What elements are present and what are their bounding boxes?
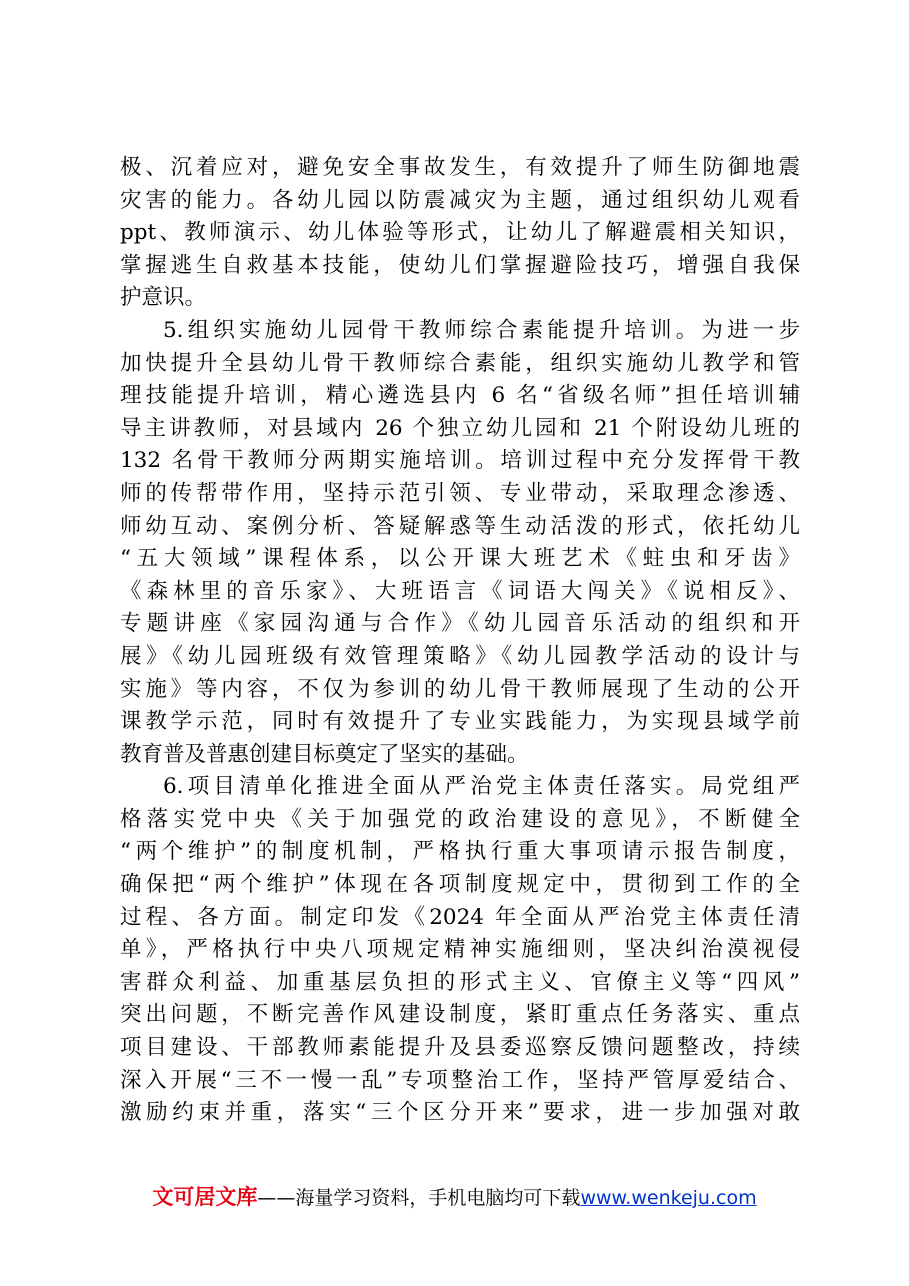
text-line: 灾害的能力。各幼儿园以防震减灾为主题，通过组织幼儿观看 [120,187,800,213]
text-line: 激励约束并重，落实“三个区分开来”要求，进一步加强对敢 [120,1100,800,1126]
text-line: 理技能提升培训，精心遴选县内 6 名“省级名师”担任培训辅 [120,383,800,409]
text-line: 深入开展“三不一慢一乱”专项整治工作，坚持严管厚爱结合、 [120,1067,800,1093]
text-line: 师的传帮带作用，坚持示范引领、专业带动，采取理念渗透、 [120,480,800,506]
text-line: 极、沉着应对，避免安全事故发生，有效提升了师生防御地震 [120,155,800,180]
text-line: 实施》等内容，不仅为参训的幼儿骨干教师展现了生动的公开 [120,676,800,702]
text-line: “五大领域”课程体系，以公开课大班艺术《蛀虫和牙齿》 [120,546,800,572]
text-line: 加快提升全县幼儿骨干教师综合素能，组织实施幼儿教学和管 [120,350,800,376]
text-line: 突出问题，不断完善作风建设制度，紧盯重点任务落实、重点 [120,1002,800,1028]
footer-site-link[interactable]: www.wenkeju.com [580,1187,757,1209]
text-line: 5.组织实施幼儿园骨干教师综合素能提升培训。为进一步 [163,317,800,343]
text-line: 《森林里的音乐家》、大班语言《词语大闯关》《说相反》、 [120,578,800,604]
text-line: 过程、各方面。制定印发《2024 年全面从严治党主体责任清 [120,904,800,930]
text-line: 展》《幼儿园班级有效管理策略》《幼儿园教学活动的设计与 [120,643,800,669]
text-line: 132 名骨干教师分两期实施培训。培训过程中充分发挥骨干教 [120,448,800,474]
text-line: “两个维护”的制度机制，严格执行重大事项请示报告制度， [120,839,800,865]
text-line: 护意识。 [120,285,207,311]
footer-brand: 文可居文库 [152,1185,258,1209]
text-line: 导主讲教师，对县域内 26 个独立幼儿园和 21 个附设幼儿班的 [120,415,800,441]
body-text [120,152,800,1130]
text-line: 格落实党中央《关于加强党的政治建设的意见》，不断健全 [120,806,800,832]
text-line: 教育普及普惠创建目标奠定了坚实的基础。 [120,741,529,767]
footer-banner [0,1183,909,1212]
footer-slogan: ——海量学习资料，手机电脑均可下载 [257,1187,581,1209]
text-line: 确保把“两个维护”体现在各项制度规定中，贯彻到工作的全 [120,872,800,898]
text-line: 师幼互动、案例分析、答疑解惑等生动活泼的形式，依托幼儿 [120,513,800,539]
text-line: 6.项目清单化推进全面从严治党主体责任落实。局党组严 [163,774,800,800]
text-line: 掌握逃生自救基本技能，使幼儿们掌握避险技巧，增强自我保 [120,252,800,278]
text-line: 单》，严格执行中央八项规定精神实施细则，坚决纠治漠视侵 [120,937,800,963]
text-line: 项目建设、干部教师素能提升及县委巡察反馈问题整改，持续 [120,1035,800,1061]
text-line: 专题讲座《家园沟通与合作》《幼儿园音乐活动的组织和开 [120,611,800,637]
text-line: ppt、教师演示、幼儿体验等形式，让幼儿了解避震相关知识， [120,220,800,246]
text-line: 害群众利益、加重基层负担的形式主义、官僚主义等“四风” [120,969,800,995]
text-line: 课教学示范，同时有效提升了专业实践能力，为实现县域学前 [120,709,800,735]
